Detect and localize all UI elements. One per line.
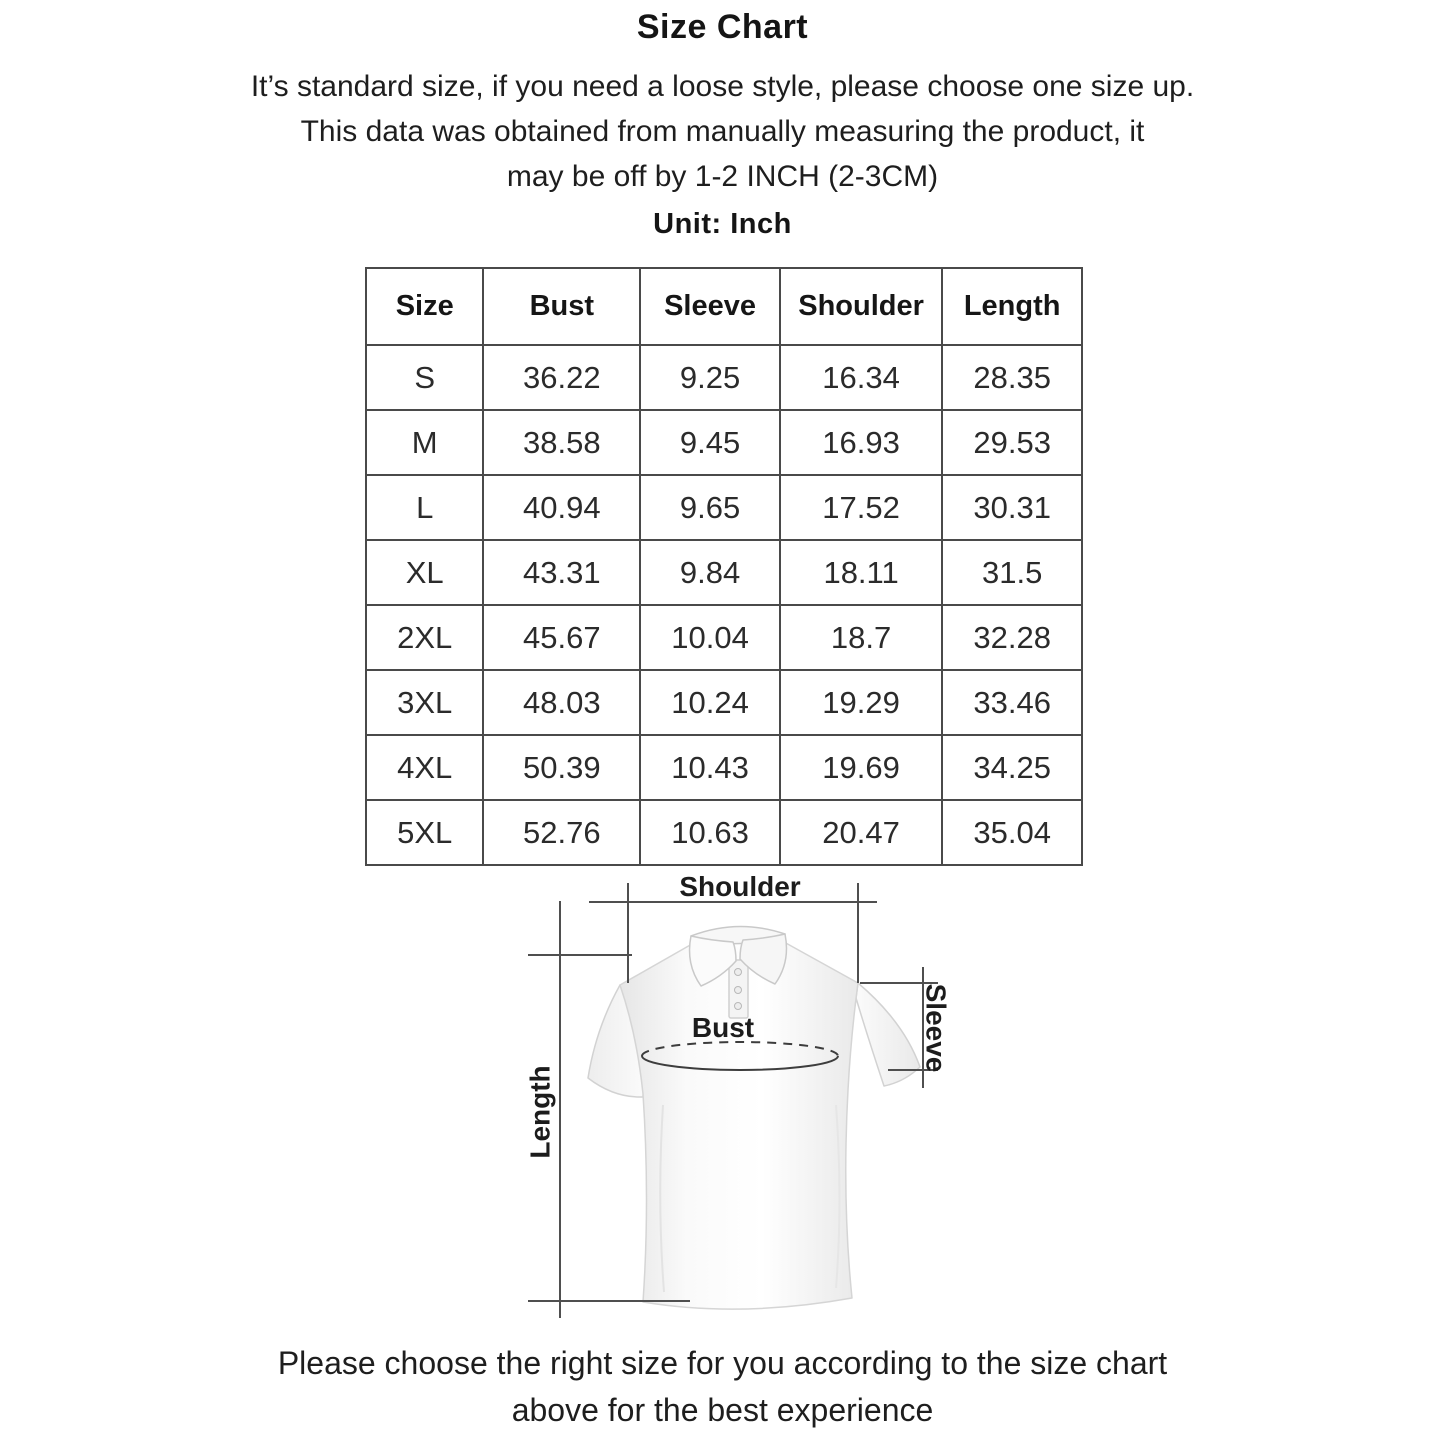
sleeve-label: Sleeve <box>920 983 952 1073</box>
table-cell: 19.29 <box>780 670 943 735</box>
button <box>735 969 742 976</box>
table-cell: 18.7 <box>780 605 943 670</box>
table-cell: L <box>366 475 483 540</box>
table-cell: 5XL <box>366 800 483 865</box>
table-row <box>366 735 1082 800</box>
shoulder-label: Shoulder <box>679 871 801 902</box>
footer-line: above for the best experience <box>511 1392 934 1428</box>
table-cell: 32.28 <box>942 605 1082 670</box>
table-cell: 10.43 <box>640 735 780 800</box>
table-cell: 3XL <box>366 670 483 735</box>
table-cell: 34.25 <box>942 735 1082 800</box>
footer-line: Please choose the right size for you according to the size chart <box>277 1345 1168 1381</box>
table-row <box>366 345 1082 410</box>
footer-note <box>0 1340 1445 1434</box>
table-cell: 16.34 <box>780 345 943 410</box>
size-description <box>0 64 1445 199</box>
table-row <box>366 670 1082 735</box>
size-table-body <box>366 345 1082 865</box>
table-cell: XL <box>366 540 483 605</box>
table-cell: 28.35 <box>942 345 1082 410</box>
table-cell: 31.5 <box>942 540 1082 605</box>
table-cell: 9.65 <box>640 475 780 540</box>
size-table-head-row <box>366 268 1082 345</box>
button <box>735 987 742 994</box>
table-row <box>366 410 1082 475</box>
table-cell: 20.47 <box>780 800 943 865</box>
size-table-head <box>366 268 1082 345</box>
column-header: Shoulder <box>780 268 943 345</box>
size-table <box>365 267 1083 866</box>
button <box>735 1003 742 1010</box>
table-cell: 18.11 <box>780 540 943 605</box>
table-cell: 33.46 <box>942 670 1082 735</box>
table-cell: 30.31 <box>942 475 1082 540</box>
length-label: Length <box>524 1065 556 1159</box>
table-cell: 50.39 <box>483 735 640 800</box>
column-header: Size <box>366 268 483 345</box>
table-cell: 29.53 <box>942 410 1082 475</box>
table-row <box>366 540 1082 605</box>
table-cell: 2XL <box>366 605 483 670</box>
column-header: Bust <box>483 268 640 345</box>
table-cell: 9.25 <box>640 345 780 410</box>
table-row <box>366 800 1082 865</box>
description-line: This data was obtained from manually measuring the product, it <box>300 115 1145 148</box>
column-header: Length <box>942 268 1082 345</box>
table-cell: 36.22 <box>483 345 640 410</box>
table-cell: 19.69 <box>780 735 943 800</box>
table-cell: 9.45 <box>640 410 780 475</box>
table-cell: 10.24 <box>640 670 780 735</box>
table-row <box>366 605 1082 670</box>
table-row <box>366 475 1082 540</box>
unit-label: Unit: Inch <box>653 208 792 240</box>
bust-label: Bust <box>691 1012 755 1043</box>
table-cell: 10.04 <box>640 605 780 670</box>
table-cell: 10.63 <box>640 800 780 865</box>
table-cell: 52.76 <box>483 800 640 865</box>
measurement-diagram <box>500 860 970 1335</box>
table-cell: 4XL <box>366 735 483 800</box>
table-cell: M <box>366 410 483 475</box>
table-cell: S <box>366 345 483 410</box>
table-cell: 17.52 <box>780 475 943 540</box>
description-line: It’s standard size, if you need a loose style, please choose one size up. <box>250 70 1195 103</box>
table-cell: 48.03 <box>483 670 640 735</box>
table-cell: 9.84 <box>640 540 780 605</box>
table-cell: 16.93 <box>780 410 943 475</box>
table-cell: 40.94 <box>483 475 640 540</box>
table-cell: 38.58 <box>483 410 640 475</box>
table-cell: 43.31 <box>483 540 640 605</box>
description-line: may be off by 1-2 INCH (2-3CM) <box>506 160 939 193</box>
table-cell: 35.04 <box>942 800 1082 865</box>
table-cell: 45.67 <box>483 605 640 670</box>
page-title: Size Chart <box>636 8 809 46</box>
column-header: Sleeve <box>640 268 780 345</box>
